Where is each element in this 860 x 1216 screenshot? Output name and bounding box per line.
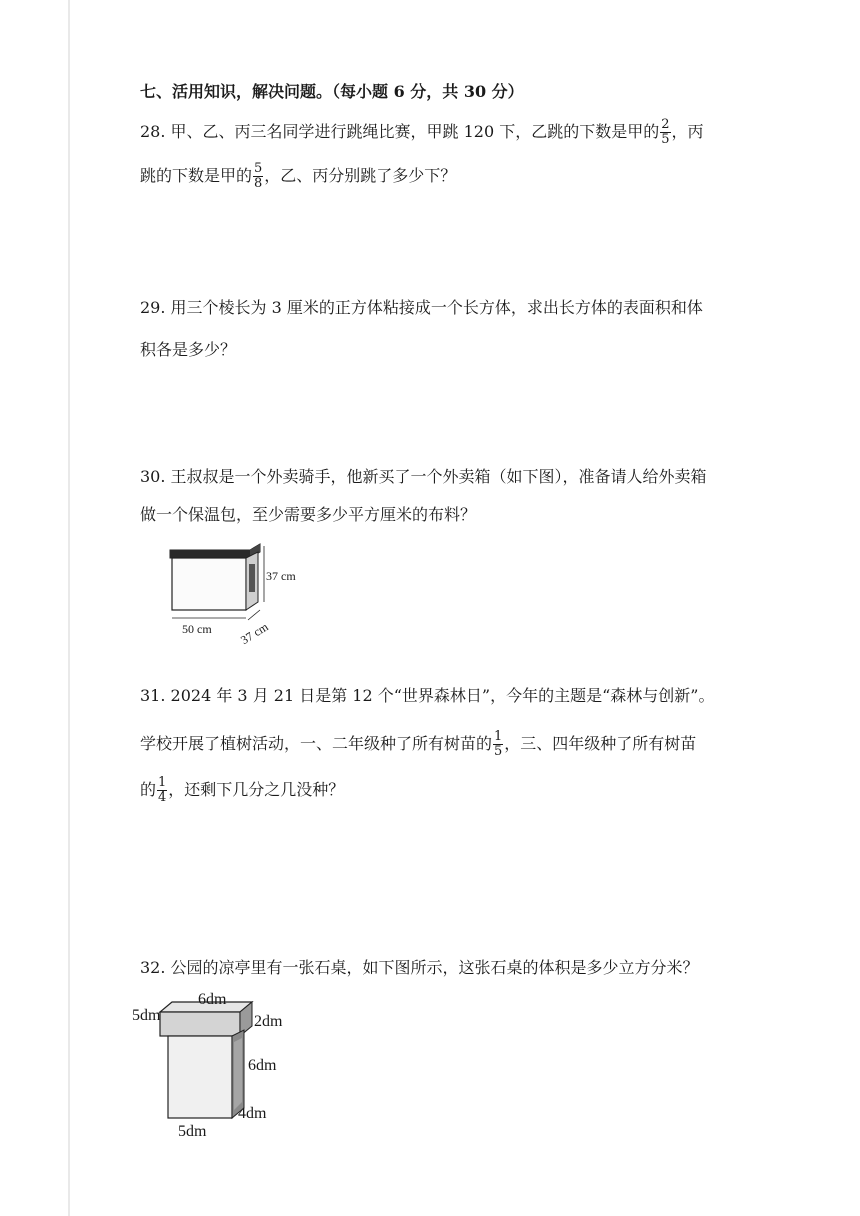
- section-title: 七、活用知识，解决问题。（每小题 6 分，共 30 分）: [140, 82, 524, 101]
- base-width-label: 4dm: [238, 1105, 267, 1122]
- fraction-5-8: $\frac{5}{8}$: [254, 161, 263, 191]
- page-edge: [68, 0, 70, 1216]
- question-31-line-3: 的 $\frac{1}{4}$ ，还剩下几分之几没种？: [140, 775, 345, 805]
- box-length-label: 50 cm: [182, 622, 212, 636]
- fraction-2-5: $\frac{2}{5}$: [661, 117, 670, 147]
- base-height-label: 6dm: [248, 1057, 277, 1074]
- fraction-1-5: $\frac{1}{5}$: [494, 729, 503, 759]
- question-29-line-2: 积各是多少？: [140, 340, 237, 359]
- top-length-label: 6dm: [198, 991, 227, 1008]
- box-width-label: 37 cm: [238, 619, 271, 648]
- top-width-label: 5dm: [132, 1007, 161, 1024]
- question-28-text: 28. 甲、乙、丙三名同学进行跳绳比赛，甲跳 120 下，乙跳的下数是甲的: [140, 122, 660, 141]
- fraction-1-4: $\frac{1}{4}$: [158, 775, 167, 805]
- box-height-label: 37 cm: [266, 569, 296, 583]
- question-28-line-2: 跳的下数是甲的 $\frac{5}{8}$ ，乙、丙分别跳了多少下？: [140, 161, 457, 191]
- stone-table-labels: [130, 990, 310, 1140]
- top-height-label: 2dm: [254, 1013, 283, 1030]
- base-length-label: 5dm: [178, 1123, 207, 1140]
- question-32-line-1: 32. 公园的凉亭里有一张石桌，如下图所示，这张石桌的体积是多少立方分米？: [140, 958, 699, 977]
- question-30-line-1: 30. 王叔叔是一个外卖骑手，他新买了一个外卖箱（如下图），准备请人给外卖箱: [140, 467, 707, 486]
- question-29-line-1: 29. 用三个棱长为 3 厘米的正方体粘接成一个长方体，求出长方体的表面积和体: [140, 298, 703, 317]
- question-28-line-1: 28. 甲、乙、丙三名同学进行跳绳比赛，甲跳 120 下，乙跳的下数是甲的 $\frac{2}{5}$ ，丙: [140, 117, 704, 147]
- delivery-box-labels: [160, 540, 310, 648]
- question-30-line-2: 做一个保温包，至少需要多少平方厘米的布料？: [140, 505, 477, 524]
- question-31-line-2: 学校开展了植树活动，一、二年级种了所有树苗的 $\frac{1}{5}$ ，三、四年级种了所有树苗: [140, 729, 697, 759]
- question-31-line-1: 31. 2024 年 3 月 21 日是第 12 个“世界森林日”，今年的主题是“森林与创新”。: [140, 686, 715, 705]
